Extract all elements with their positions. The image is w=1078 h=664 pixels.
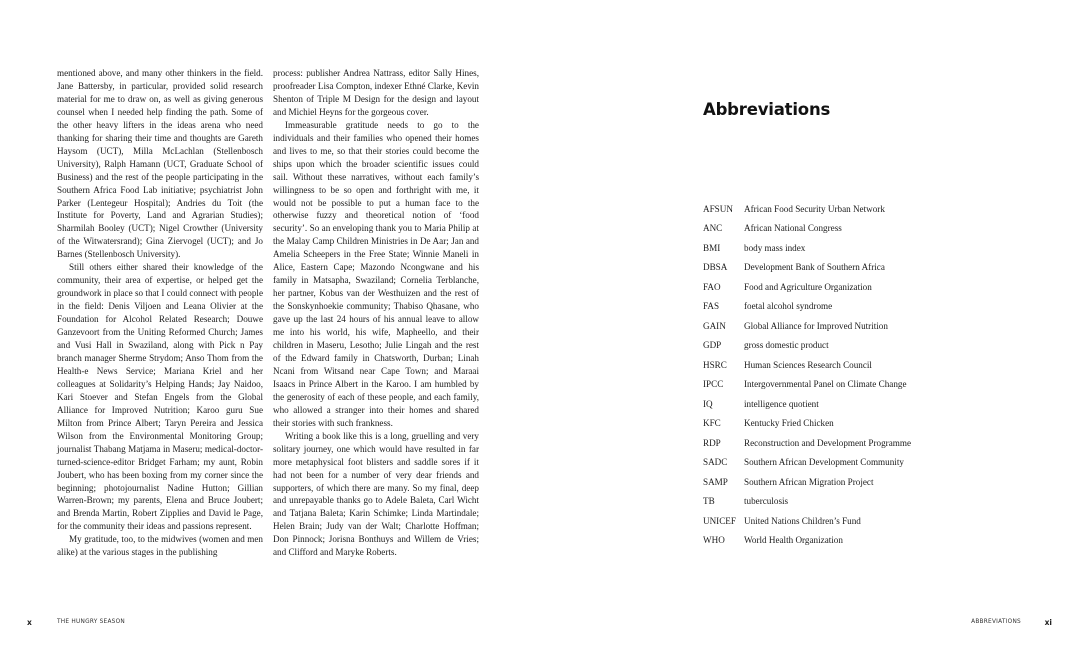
abbreviation-definition: tuberculosis [744, 496, 789, 507]
paragraph: Writing a book like this is a long, gruelling and very solitary journey, one which would have resulted in far more metaphysical foot blisters and saddle sores if it had not been for a number of very dear friends and supporters, of which there are many. So my final, deep and unrepayable thanks go to Adele Baleta, Carl Wicht and Tatjana Baleta; Karin Schimke; Linda Martindale; Helen Brain; Judy van der Walt; Charlotte Hoffman; Don Pinnock; Jorisna Bonthuys and Willem de Vries; and Clifford and Maryke Roberts. [273, 430, 479, 558]
abbreviation-definition: United Nations Children’s Fund [744, 515, 861, 526]
abbreviation-row [703, 297, 911, 317]
abbreviation-code: ANC [703, 223, 723, 234]
running-head-left: THE HUNGRY SEASON [57, 619, 126, 625]
abbreviation-row [703, 453, 911, 473]
paragraph: process: publisher Andrea Nattrass, editor Sally Hines, proofreader Lisa Compton, indexer Ethné Clarke, Kevin Shenton of Triple M Design for the design and layout and Michiel Heyns for the gorgeous cover. [273, 68, 479, 117]
abbreviation-definition: intelligence quotient [744, 398, 819, 409]
paragraph: mentioned above, and many other thinkers in the field. Jane Battersby, in particular, provided solid research material for me to draw on, as well as giving generous counsel when I needed help finding the path. Some of the other heavy lifters in the ideas arena who need thanking for sharing their time and thoughts are Gareth Haysom (UCT), Milla McLachlan (Stellenbosch University), Ralph Hamann (UCT, Graduate School of Business) and the rest of the people participating in the Southern Africa Food Lab initiative; psychiatrist John Parker (Lentegeur Hospital); Andries du Toit (the Institute for Poverty, Land and Agrarian Studies); Sharmilah Booley (UCT); Nigel Crowther (University of the Witwatersrand); Gina Ziervogel (UCT); and Jo Barnes (Stellenbosch University). [57, 68, 263, 260]
abbreviation-row [703, 336, 911, 356]
abbreviation-code: RDP [703, 437, 721, 448]
abbreviation-definition: Development Bank of Southern Africa [744, 262, 885, 273]
paragraph: My gratitude, too, to the midwives (women and men alike) at the various stages in the publishing [57, 534, 263, 558]
abbreviation-definition: Southern African Development Community [744, 457, 904, 468]
abbreviation-definition: Southern African Migration Project [744, 476, 874, 487]
abbreviation-row [703, 258, 911, 278]
abbreviation-code: DBSA [703, 262, 728, 273]
abbreviation-code: UNICEF [703, 515, 736, 526]
abbreviation-row [703, 199, 911, 219]
abbreviation-row [703, 355, 911, 375]
abbreviation-code: GDP [703, 340, 722, 351]
text-column-2 [273, 67, 479, 559]
abbreviation-row [703, 472, 911, 492]
abbreviation-row [703, 219, 911, 239]
abbreviation-code: IQ [703, 398, 713, 409]
abbreviation-definition: Global Alliance for Improved Nutrition [744, 320, 888, 331]
abbreviation-list [703, 199, 911, 550]
abbreviation-definition: gross domestic product [744, 340, 829, 351]
abbreviation-code: TB [703, 496, 715, 507]
abbreviation-code: BMI [703, 242, 721, 253]
page-number-right: xi [1044, 618, 1052, 627]
page-number-left: x [27, 618, 32, 627]
abbreviation-row [703, 492, 911, 512]
abbreviation-code: FAS [703, 301, 720, 312]
text-column-1 [57, 67, 263, 559]
running-head-right: ABBREVIATIONS [971, 619, 1021, 625]
paragraph: Still others either shared their knowledge of the community, their area of expertise, or helped get the groundwork in place so that I could connect with people in the field: Denis Viljoen and Leana Olivier at the Foundation for Alcohol Related Research; Douwe Ganzevoort from the Uniting Reformed Church; James and Vusi Hall in Swaziland, along with Pick n Pay branch manager Sherme Strydom; Anso Thom from the Health-e News Service; Mariana Kriel and her colleagues at Solidarity’s Helping Hands; Jay Naidoo, Kari Stoever and Stefan Engels from the Global Alliance for Improved Nutrition; Karoo guru Sue Milton from Prince Albert; Taryn Pereira and Jessica Wilson from the Environmental Monitoring Group; journalist Thabang Matjama in Maseru; medical-doctor-turned-science-editor Bridget Farham; my aunt, Robin Joubert, who has been boxing from my corner since the beginning; photojournalist Nadine Hutton; Gillian Warren-Brown; my parents, Elena and Bruce Joubert; and Brenda Martin, Robert Zipplies and David le Page, for the community their ideas and passions represent. [57, 262, 263, 532]
abbreviation-definition: African Food Security Urban Network [744, 203, 885, 214]
abbreviation-definition: World Health Organization [744, 535, 843, 546]
abbreviation-definition: Reconstruction and Development Programme [744, 437, 911, 448]
abbreviation-row [703, 277, 911, 297]
abbreviation-definition: body mass index [744, 242, 806, 253]
abbreviation-definition: foetal alcohol syndrome [744, 301, 833, 312]
abbreviation-row [703, 316, 911, 336]
abbreviation-row [703, 394, 911, 414]
abbreviation-row [703, 511, 911, 531]
abbreviation-definition: Food and Agriculture Organization [744, 281, 872, 292]
abbreviation-code: HSRC [703, 359, 727, 370]
abbreviation-code: FAO [703, 281, 721, 292]
abbreviation-row [703, 375, 911, 395]
abbreviation-row [703, 238, 911, 258]
abbreviation-definition: African National Congress [744, 223, 842, 234]
abbreviation-code: SAMP [703, 476, 728, 487]
abbreviation-code: IPCC [703, 379, 724, 390]
abbreviation-row [703, 433, 911, 453]
abbreviation-code: WHO [703, 535, 725, 546]
abbreviation-code: AFSUN [703, 203, 733, 214]
abbreviation-code: GAIN [703, 320, 726, 331]
abbreviation-code: SADC [703, 457, 728, 468]
abbreviation-row [703, 531, 911, 551]
abbreviation-code: KFC [703, 418, 721, 429]
abbreviation-definition: Human Sciences Research Council [744, 359, 872, 370]
abbreviation-row [703, 414, 911, 434]
right-page [539, 0, 1078, 664]
page-title: Abbreviations [703, 100, 831, 119]
abbreviation-definition: Kentucky Fried Chicken [744, 418, 834, 429]
paragraph: Immeasurable gratitude needs to go to the individuals and their families who opened their homes and lives to me, so that their stories could become the ships upon which the broader scientific issues could sail. Without these narratives, without each family’s willingness to be so open and forthright with me, it would not be possible to put a human face to the otherwise fuzzy and theoretical notion of ‘food security’. So an enveloping thank you to Maria Philip at the Malay Camp Children Ministries in De Aar; Jan and Amelia Scheepers in the Free State; Winnie Maneli in Alice, Eastern Cape; Mazondo Ncongwane and his family in Matsapha, Swaziland; Cornelia Terblanche, her partner, Kobus van der Westhuizen and the rest of the Sonskynhoekie community; Thabiso Qhasane, who gave up the last 24 hours of his annual leave to allow me into his world, his wife, Mapheello, and their children in Maseru, Lesotho; Julie Lingah and the rest of the Edward family in Chatsworth, Durban; Linah Ncani from Witsand near Cape Town; and Maraai Isaacs in Prince Albert in the Karoo. I am humbled by the generosity of each of these people, and each family, who allowed a stranger into their homes and shared their stories with such frankness. [273, 119, 479, 428]
abbreviation-definition: Intergovernmental Panel on Climate Change [744, 379, 907, 390]
